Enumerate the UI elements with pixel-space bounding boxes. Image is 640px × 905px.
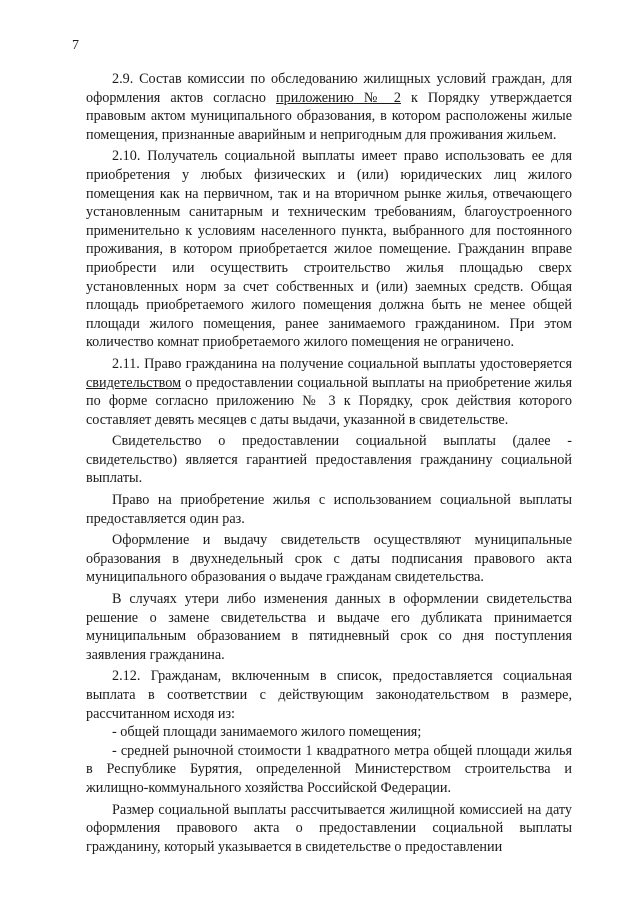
- paragraph-2-9: 2.9. Состав комиссии по обследованию жилищных условий граждан, для оформления актов согласно приложению № 2 к Порядку утверждается правовым актом муниципального образования, в котором расположены жилые помещения, признанные аварийным и непригодным для проживания жильем.: [86, 71, 573, 143]
- paragraph-duplicate: В случаях утери либо изменения данных в оформлении свидетельства решение о замене свидетельства и выдаче его дубликата принимается муниципальным образованием в пятидневный срок со дня поступления заявления гражданина.: [86, 591, 572, 663]
- paragraph-payment-size: Размер социальной выплаты рассчитывается жилищной комиссией на дату оформления правового акта о предоставлении социальной выплаты гражданину, который указывается в свидетельстве о предоставлении: [86, 801, 572, 855]
- appendix-2-link[interactable]: приложению № 2: [276, 89, 401, 106]
- paragraph-issuance: Оформление и выдачу свидетельств осуществляют муниципальные образования в двухнедельный срок с даты подписания правового акта муниципального образования о выдаче гражданам свидетельства.: [86, 532, 572, 586]
- paragraph-2-10: 2.10. Получатель социальной выплаты имеет право использовать ее для приобретения у любых физических и (или) юридических лиц жилого помещения как на первичном, так и на вторичном рынке жилья, отвечающего установленным санитарным и техническим требованиям, благоустроенного применительно к условиям населенного пункта, выбранного для постоянного проживания, в котором приобретается жилое помещение. Гражданин вправе приобрести или осуществить строительство жилья площадью сверх установленных норм за счет собственных и (или) заемных средств. Общая площадь приобретаемого жилого помещения должна быть не менее общей площади жилого помещения, ранее занимаемого гражданином. При этом количество комнат приобретаемого жилого помещения не ограничено.: [86, 148, 572, 351]
- document-body: [86, 70, 572, 856]
- paragraph-2-12: 2.12. Гражданам, включенным в список, предоставляется социальная выплата в соответствии с действующим законодательством в размере, рассчитанном исходя из:: [86, 668, 572, 722]
- paragraph-right-once: Право на приобретение жилья с использованием социальной выплаты предоставляется один раз.: [86, 492, 572, 527]
- paragraph-certificate-guarantee: Свидетельство о предоставлении социальной выплаты (далее - свидетельство) является гарантией предоставления гражданину социальной выплаты.: [86, 433, 572, 487]
- list-item-area: - общей площади занимаемого жилого помещения;: [112, 724, 422, 741]
- paragraph-2-11: 2.11. Право гражданина на получение социальной выплаты удостоверяется свидетельством о предоставлении социальной выплаты на приобретение жилья по форме согласно приложению № 3 к Порядку, срок действия которого составляет девять месяцев с даты выдачи, указанной в свидетельстве.: [86, 355, 572, 428]
- list-item-price: - средней рыночной стоимости 1 квадратного метра общей площади жилья в Республике Бурятия, определенной Министерством строительства и жилищно-коммунального хозяйства Российской Федерации.: [86, 742, 572, 796]
- certificate-link[interactable]: свидетельством: [86, 374, 182, 391]
- page-number: 7: [72, 38, 79, 53]
